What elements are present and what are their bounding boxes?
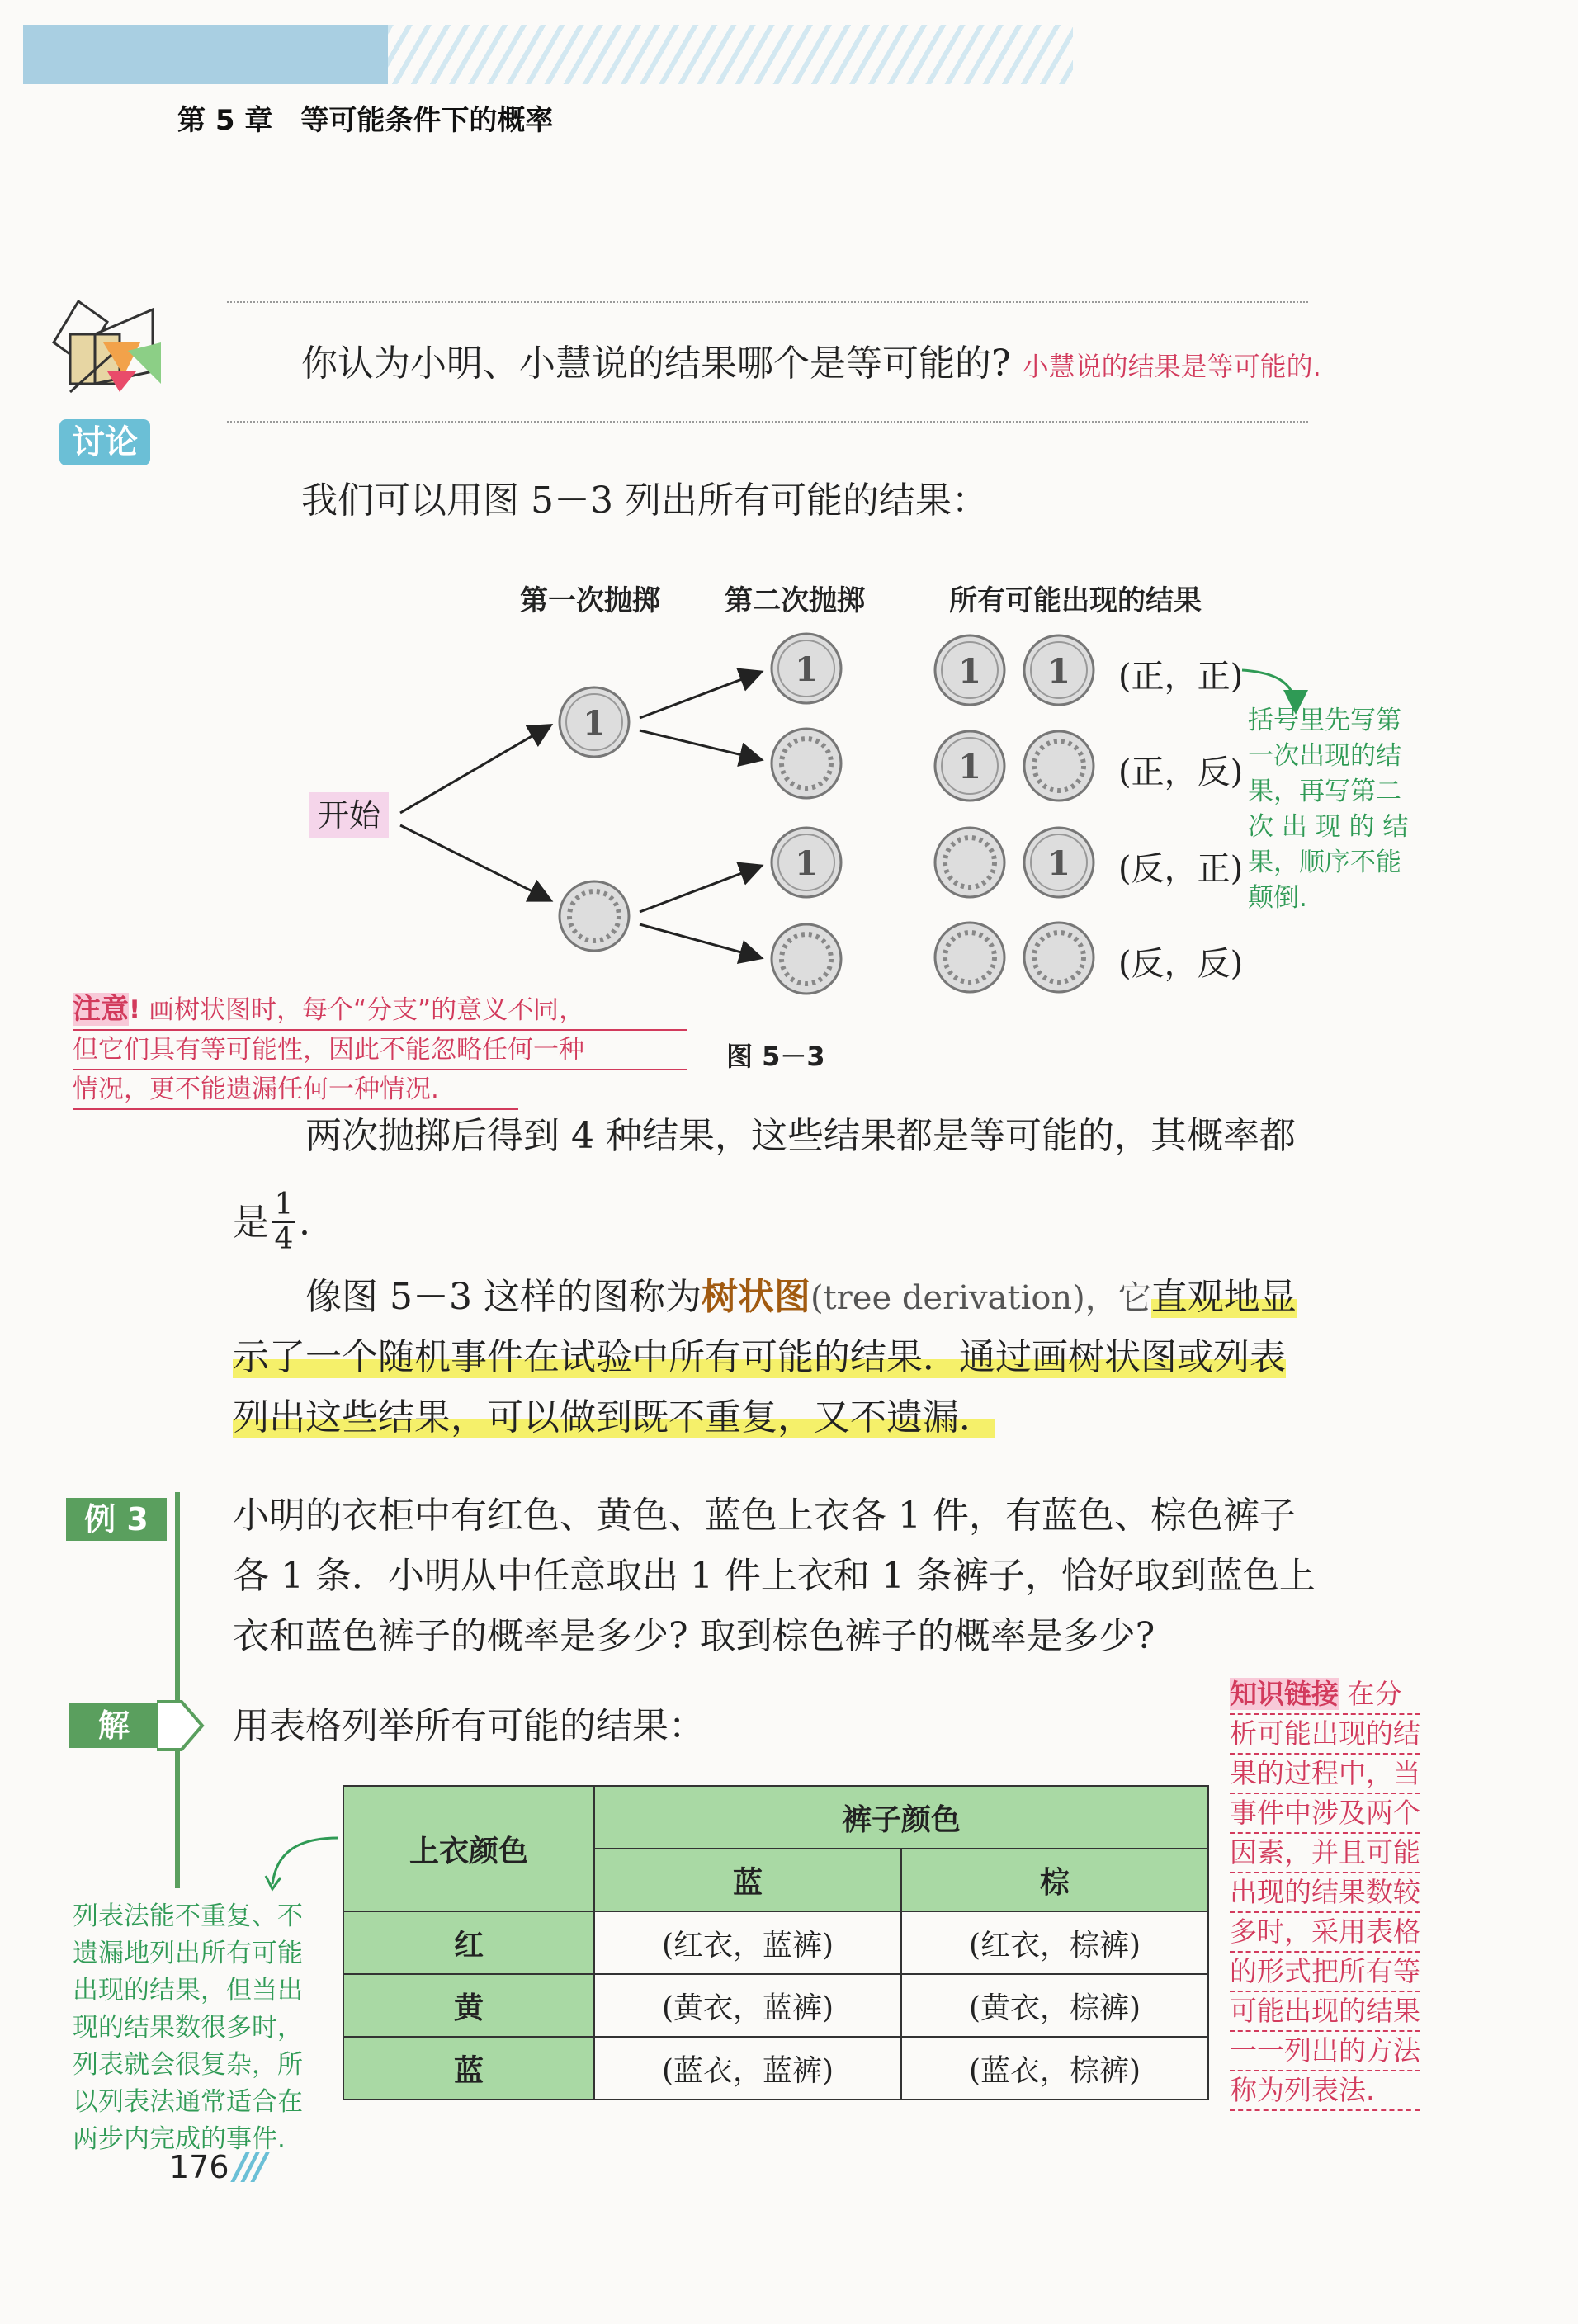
tree-side-note xyxy=(1248,703,1408,916)
side-note-line: 果，再写第二 xyxy=(1248,777,1401,806)
side-note-line: 括号里先写第 xyxy=(1248,706,1401,735)
branch-t-h xyxy=(640,867,759,912)
intro-text: 我们可以用图 5－3 列出所有可能的结果： xyxy=(301,479,988,522)
left-note xyxy=(73,1898,303,2158)
coin-numeral: 1 xyxy=(958,748,981,786)
handwritten-answer: 小慧说的结果是等可能的. xyxy=(1022,351,1321,382)
coin-numeral: 1 xyxy=(795,650,818,689)
highlight-3: 列出这些结果，可以做到既不重复，又不遗漏． xyxy=(233,1396,995,1438)
solution-badge: 解 xyxy=(69,1703,158,1748)
table-cell: (红衣，蓝裤) xyxy=(594,1911,901,1974)
coin-numeral: 1 xyxy=(1047,844,1070,883)
table-row xyxy=(343,2037,1208,2100)
left-note-line: 以列表法通常适合在 xyxy=(73,2087,303,2117)
term-english: (tree derivation)，它 xyxy=(810,1279,1151,1317)
page-stripes-decoration: /// xyxy=(234,2146,264,2188)
coin-numeral: 1 xyxy=(1047,652,1070,691)
header-pants-color: 裤子颜色 xyxy=(594,1786,1208,1849)
figure-caption: 图 5－3 xyxy=(726,1041,825,1072)
branch-h-h xyxy=(640,673,759,718)
branch-t-t xyxy=(640,924,759,957)
knowledge-line: 出现的结果数较 xyxy=(1230,1873,1420,1913)
example-line: 小明的衣柜中有红色、黄色、蓝色上衣各 1 件，有蓝色、棕色裤子 xyxy=(233,1495,1296,1537)
para1-prefix: 是 xyxy=(233,1201,269,1244)
left-note-line: 列表法能不重复、不 xyxy=(73,1901,303,1931)
coin-tails-1 xyxy=(560,881,629,951)
table-cell: (蓝衣，棕裤) xyxy=(901,2037,1208,2100)
notice-line: 情况，更不能遗漏任何一种情况. xyxy=(73,1070,518,1110)
keyword-tree-diagram: 树状图 xyxy=(701,1276,810,1318)
example-line: 各 1 条．小明从中任意取出 1 件上衣和 1 条裤子，恰好取到蓝色上 xyxy=(233,1555,1316,1597)
para2-line1 xyxy=(305,1267,1297,1329)
notice-box: 注意! 画树状图时，每个“分支”的意义不同， 但它们具有等可能性，因此不能忽略任何一种 情况，更不能遗漏任何一种情况. xyxy=(73,990,687,1110)
row-label: 红 xyxy=(343,1911,594,1974)
example-bar xyxy=(175,1492,180,1888)
knowledge-line: 可能出现的结果 xyxy=(1230,1992,1420,2032)
row-label: 黄 xyxy=(343,1974,594,2037)
coin-numeral: 1 xyxy=(958,652,981,691)
branch-h-t xyxy=(640,730,759,759)
side-note-line: 一次出现的结 xyxy=(1248,741,1401,771)
side-note-line: 果，顺序不能 xyxy=(1248,848,1401,877)
para1-suffix: . xyxy=(299,1201,310,1244)
knowledge-line: 多时，采用表格 xyxy=(1230,1913,1420,1953)
knowledge-link xyxy=(1230,1675,1420,2111)
example-line: 衣和蓝色裤子的概率是多少? 取到棕色裤子的概率是多少? xyxy=(233,1615,1155,1657)
fraction-numerator: 1 xyxy=(274,1188,294,1221)
coin-tails-3 xyxy=(772,924,841,994)
knowledge-line: 称为列表法. xyxy=(1230,2071,1420,2111)
left-note-arrow xyxy=(256,1820,355,1894)
header-blue: 蓝 xyxy=(594,1849,901,1911)
example-text xyxy=(233,1486,1316,1666)
solution-arrow-icon xyxy=(157,1700,206,1751)
outcome-coins-tt xyxy=(935,923,1094,992)
para2-line3 xyxy=(233,1387,995,1448)
notice-label: 注意 xyxy=(73,993,129,1026)
notice-line: 但它们具有等可能性，因此不能忽略任何一种 xyxy=(73,1031,687,1070)
knowledge-line: 析可能出现的结 xyxy=(1230,1715,1420,1755)
header-brown: 棕 xyxy=(901,1849,1208,1911)
branch-start-tails xyxy=(400,825,549,900)
tree-col3: 所有可能出现的结果 xyxy=(949,584,1202,617)
para2-text: 像图 5－3 这样的图称为 xyxy=(305,1276,702,1318)
branch-start-heads xyxy=(400,726,549,813)
fraction xyxy=(272,1188,295,1256)
coin-numeral: 1 xyxy=(795,844,818,883)
left-note-line: 列表就会很复杂，所 xyxy=(73,2050,303,2080)
coin-tails-2 xyxy=(772,729,841,798)
knowledge-line: 的形式把所有等 xyxy=(1230,1953,1420,1992)
knowledge-line: 事件中涉及两个 xyxy=(1230,1794,1420,1834)
tree-start: 开始 xyxy=(309,792,389,838)
left-note-line: 现的结果数很多时， xyxy=(73,2013,303,2043)
outcome-th: (反，正) xyxy=(1118,850,1244,888)
example-badge: 例 3 xyxy=(66,1498,167,1541)
table-cell: (黄衣，蓝裤) xyxy=(594,1974,901,2037)
row-label: 蓝 xyxy=(343,2037,594,2100)
table-row xyxy=(343,1974,1208,2037)
knowledge-line: 果的过程中，当 xyxy=(1230,1755,1420,1794)
question-text: 你认为小明、小慧说的结果哪个是等可能的? xyxy=(301,342,1011,385)
solution-text: 用表格列举所有可能的结果： xyxy=(233,1705,705,1747)
tree-col2: 第二次抛掷 xyxy=(725,584,865,617)
para1-line2 xyxy=(233,1188,310,1256)
page-number xyxy=(169,2146,264,2188)
para2-line2 xyxy=(233,1327,1286,1387)
fraction-denominator: 4 xyxy=(274,1222,294,1256)
coins xyxy=(560,634,1094,994)
knowledge-line: 在分 xyxy=(1347,1678,1402,1710)
left-note-line: 出现的结果，但当出 xyxy=(73,1976,303,2005)
notice-line: 画树状图时，每个“分支”的意义不同， xyxy=(149,995,585,1025)
table-cell: (黄衣，棕裤) xyxy=(901,1974,1208,2037)
outcome-hh: (正，正) xyxy=(1118,658,1244,696)
highlight-1: 直观地显 xyxy=(1150,1276,1297,1318)
knowledge-link-label: 知识链接 xyxy=(1230,1678,1339,1710)
table-cell: (红衣，棕裤) xyxy=(901,1911,1208,1974)
side-note-line: 次 出 现 的 结 xyxy=(1248,812,1409,842)
outcome-ht: (正，反) xyxy=(1118,753,1244,791)
table-cell: (蓝衣，蓝裤) xyxy=(594,2037,901,2100)
para1-line1: 两次抛掷后得到 4 种结果，这些结果都是等可能的，其概率都 xyxy=(305,1115,1296,1157)
side-note-line: 颠倒. xyxy=(1248,883,1307,913)
page-number-text: 176 xyxy=(169,2148,229,2185)
discussion-badge: 讨论 xyxy=(59,419,150,465)
tree-col1: 第一次抛掷 xyxy=(520,584,660,617)
chapter-title: 第 5 章 等可能条件下的概率 xyxy=(177,104,554,137)
left-note-line: 两步内完成的事件. xyxy=(73,2124,286,2154)
result-table xyxy=(343,1785,1209,2100)
left-note-line: 遗漏地列出所有可能 xyxy=(73,1939,303,1968)
highlight-2: 示了一个随机事件在试验中所有可能的结果．通过画树状图或列表 xyxy=(233,1336,1286,1378)
header-shirt-color: 上衣颜色 xyxy=(343,1786,594,1911)
coin-numeral: 1 xyxy=(583,704,606,743)
knowledge-line: 因素，并且可能 xyxy=(1230,1834,1420,1873)
table-row xyxy=(343,1911,1208,1974)
knowledge-line: 一一列出的方法 xyxy=(1230,2032,1420,2071)
outcome-tt: (反，反) xyxy=(1118,945,1244,983)
